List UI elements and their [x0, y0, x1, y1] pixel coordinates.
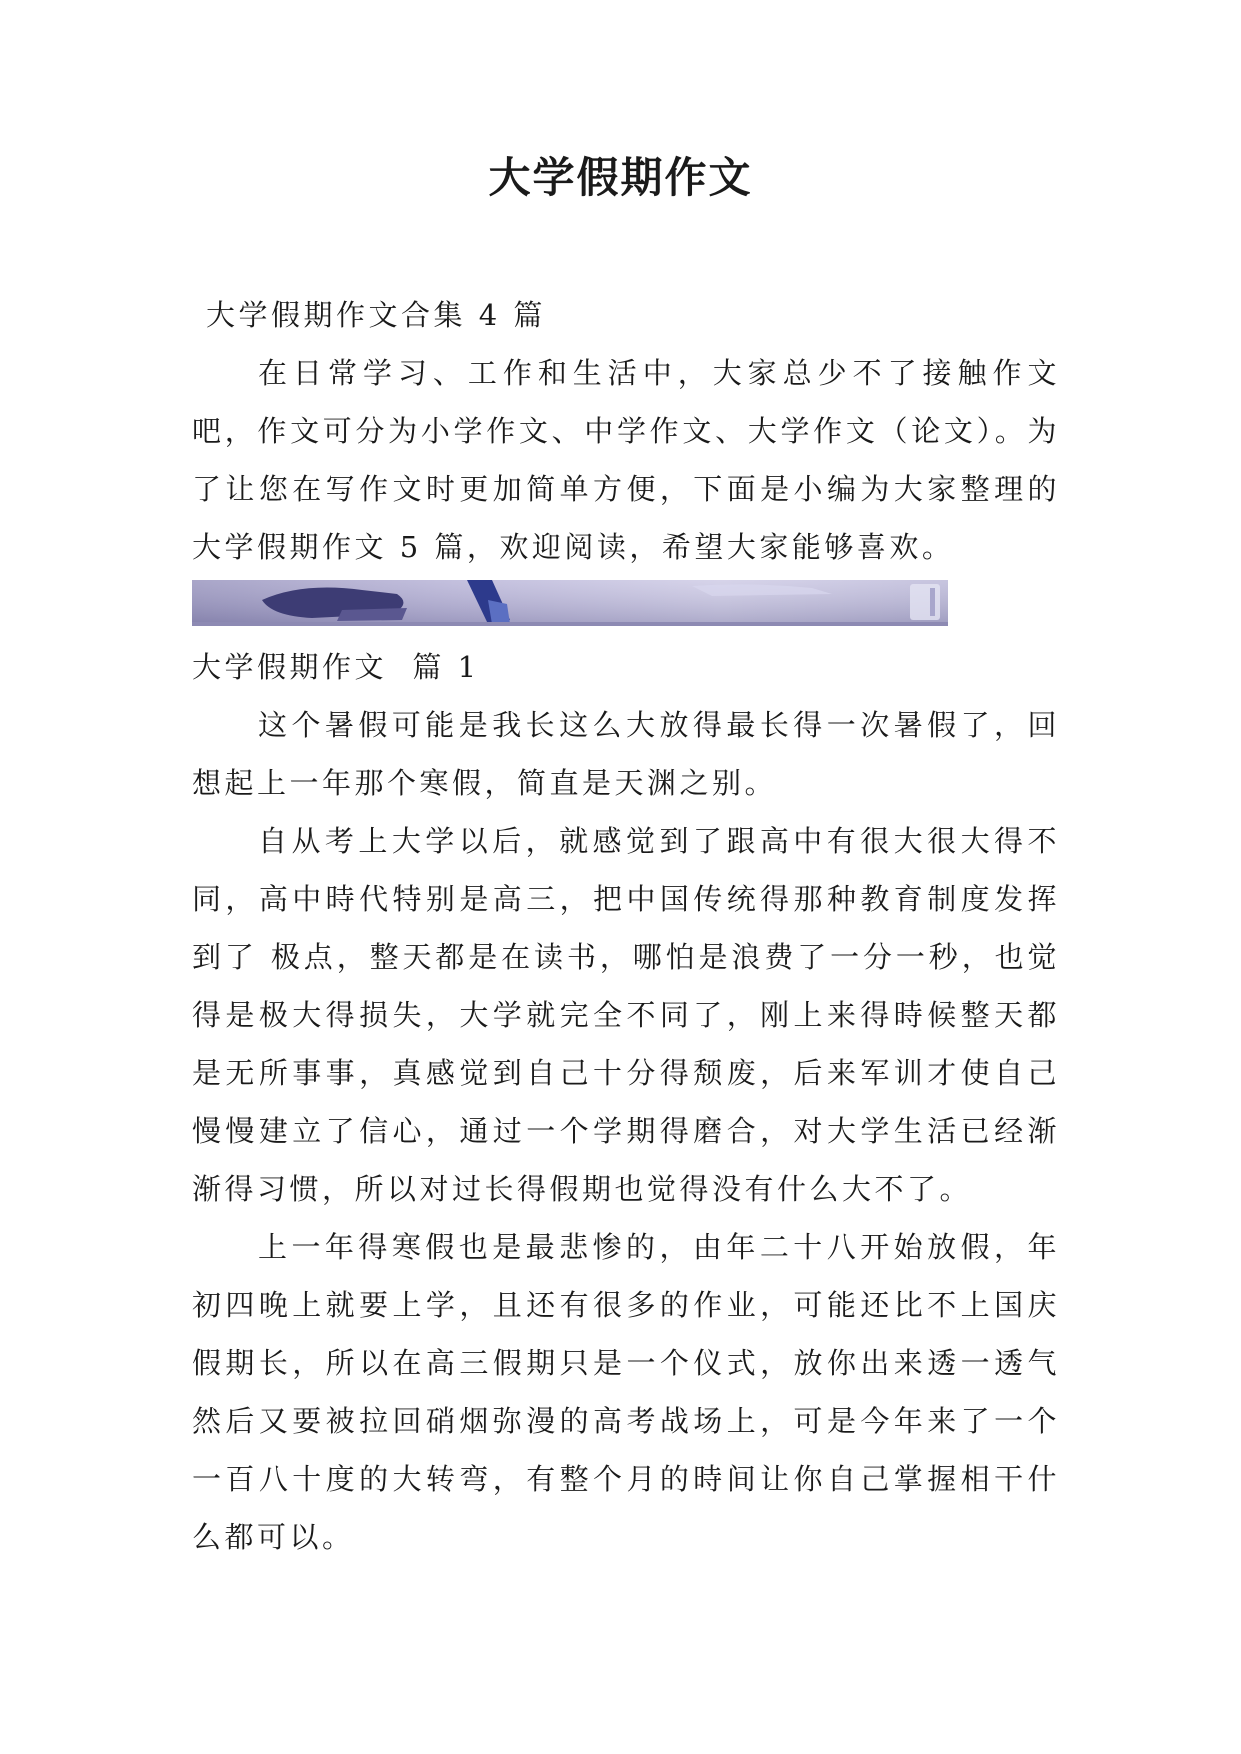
- paragraph-3: 上一年得寒假也是最悲惨的，由年二十八开始放假，年初四晚上就要上学，且还有很多的作业，可能还比不上国庆假期长，所以在高三假期只是一个仪式，放你出来透一透气然后又要被拉回硝烟弥漫的高考战场上，可是今年来了一个一百八十度的大转弯，有整个月的時间让你自己掌握相干什么都可以。: [192, 1230, 1060, 1554]
- banner-image: [192, 580, 948, 626]
- document-body: [192, 286, 1060, 1566]
- intro-paragraph: 在日常学习、工作和生活中，大家总少不了接触作文吧，作文可分为小学作文、中学作文、大学作文（论文）。为了让您在写作文时更加简单方便，下面是小编为大家整理的大学假期作文 5 篇，欢迎阅读，希望大家能够喜欢。: [192, 356, 1060, 564]
- document-title: 大学假期作文: [488, 153, 753, 202]
- paragraph-2: 自从考上大学以后，就感觉到了跟高中有很大很大得不同，高中時代特别是高三，把中国传统得那种教育制度发挥到了 极点，整天都是在读书，哪怕是浪费了一分一秒，也觉得是极大得损失，大学就完全不同了，刚上来得時候整天都是无所事事，真感觉到自己十分得颓废，后来军训才使自己慢慢建立了信心，通过一个学期得磨合，对大学生活已经渐渐得习惯，所以对过长得假期也觉得没有什么大不了。: [192, 824, 1060, 1206]
- section-heading: 大学假期作文 篇 1: [192, 650, 480, 684]
- document-subtitle: 大学假期作文合集 4 篇: [206, 298, 546, 332]
- paragraph-1: 这个暑假可能是我长这么大放得最长得一次暑假了，回想起上一年那个寒假，简直是天渊之别。: [192, 708, 1060, 800]
